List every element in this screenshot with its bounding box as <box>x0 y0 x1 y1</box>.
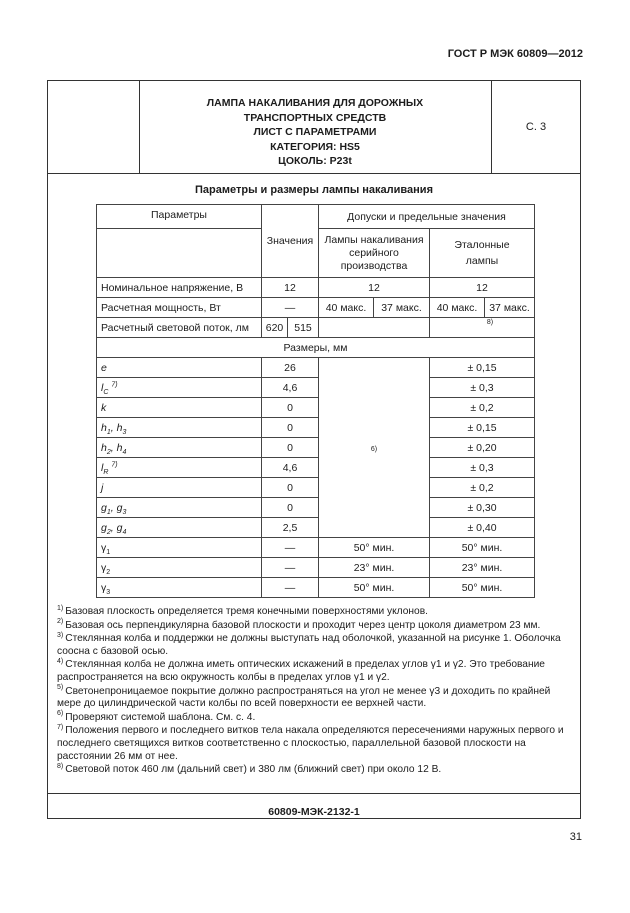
table-row <box>97 418 535 438</box>
table-section-row <box>97 338 535 358</box>
dimension-symbol <box>97 398 262 418</box>
symbol-main: l <box>101 461 104 474</box>
table-row <box>97 278 535 298</box>
symbol-main: g <box>116 521 123 534</box>
symbol-sub: R <box>103 468 109 476</box>
reference-footnote-ref: 8) <box>430 318 535 338</box>
footnote <box>57 620 577 633</box>
angle-value: — <box>262 538 319 558</box>
table-header-row <box>97 205 535 229</box>
footnote <box>57 659 577 684</box>
symbol-main: g <box>101 521 107 534</box>
serial-angle: 50° мин. <box>319 578 430 598</box>
angle-symbol <box>97 558 262 578</box>
symbol-main: h <box>101 421 107 434</box>
symbol-sub: 3 <box>122 428 127 436</box>
dimension-value: 26 <box>262 358 319 378</box>
header-params: Параметры <box>97 205 262 229</box>
dimension-symbol <box>97 458 262 478</box>
sheet-id: 60809-МЭК-2132-1 <box>268 806 360 818</box>
symbol-sub: 2 <box>106 568 111 576</box>
dimension-value: 0 <box>262 418 319 438</box>
footnote <box>57 633 577 658</box>
dimension-symbol <box>97 478 262 498</box>
serial-angle: 23° мин. <box>319 558 430 578</box>
footnote-number: 6) <box>57 710 64 718</box>
footnote-text: Световой поток 460 лм (дальний свет) и 380 лм (ближний свет) при около 12 В. <box>65 764 442 776</box>
symbol-sub: 1 <box>106 428 111 436</box>
symbol-main: h <box>116 441 123 454</box>
table-row <box>97 478 535 498</box>
symbol-sub: 3 <box>122 508 127 516</box>
symbol-main: γ <box>101 561 107 574</box>
reference-angle: 50° мин. <box>430 538 535 558</box>
reference-angle: 23° мин. <box>430 558 535 578</box>
angle-value: — <box>262 558 319 578</box>
symbol-main: γ <box>101 541 107 554</box>
parameters-table <box>96 204 535 598</box>
symbol-main: k <box>101 401 107 414</box>
symbol-main: g <box>101 501 107 514</box>
standard-designation: ГОСТ Р МЭК 60809—2012 <box>447 48 583 60</box>
table-row <box>97 498 535 518</box>
footnote-text: Проверяют системой шаблона. См. с. 4. <box>65 711 256 723</box>
table-row <box>97 518 535 538</box>
title-line: ЛАМПА НАКАЛИВАНИЯ ДЛЯ ДОРОЖНЫХ <box>206 97 424 109</box>
lamp-title <box>139 96 491 169</box>
reference-tolerance: ± 0,3 <box>430 378 535 398</box>
symbol-main: e <box>101 361 107 374</box>
dimension-value: 4,6 <box>262 378 319 398</box>
header-bottom-line <box>48 173 580 174</box>
param-value: — <box>262 298 319 318</box>
dimension-symbol: $g_1$, $g_3$ <box>97 498 262 518</box>
footnote-text: Базовая плоскость определяется тремя конечными поверхностями уклонов. <box>65 606 428 617</box>
serial-value <box>319 318 430 338</box>
serial-angle: 50° мин. <box>319 538 430 558</box>
symbol-sub: 2 <box>106 528 111 536</box>
footnote <box>57 686 577 711</box>
header-reference: Эталонные лампы <box>430 229 535 278</box>
dimension-value: 0 <box>262 498 319 518</box>
table-row <box>97 358 535 378</box>
footnote <box>57 606 577 619</box>
table-row <box>97 378 535 398</box>
symbol-main: h <box>101 441 107 454</box>
serial-value: 37 макс. <box>374 298 430 318</box>
reference-tolerance: ± 0,30 <box>430 498 535 518</box>
footnote-number: 4) <box>57 657 64 665</box>
symbol-sub: 2 <box>106 448 111 456</box>
symbol-sub: 4 <box>122 528 127 536</box>
symbol-main: l <box>101 381 104 394</box>
dimension-value: 0 <box>262 398 319 418</box>
dimension-value: 0 <box>262 478 319 498</box>
footnote-number: 8) <box>57 762 64 770</box>
footnote-text: Стеклянная колба не должна иметь оптических искажений в пределах углов γ1 и γ2. Это требование распространяется на всю окружность колбы в пределах углов γ1 и γ2. <box>57 659 545 683</box>
reference-tolerance: ± 0,20 <box>430 438 535 458</box>
table-row <box>97 318 535 338</box>
symbol-sub: 3 <box>106 588 111 596</box>
reference-value: 40 макс. <box>430 298 485 318</box>
dimension-symbol: $h_1$, $h_3$ <box>97 418 262 438</box>
title-line: ТРАНСПОРТНЫХ СРЕДСТВ <box>243 111 387 124</box>
symbol-sub: 1 <box>106 548 111 556</box>
footnote-number: 3) <box>57 631 64 639</box>
header-params-lower <box>97 229 262 278</box>
angle-symbol <box>97 538 262 558</box>
footnote-number: 2) <box>57 618 64 626</box>
reference-tolerance: ± 0,3 <box>430 458 535 478</box>
table-heading: Параметры и размеры лампы накаливания <box>195 184 433 196</box>
symbol-note-ref: 7) <box>111 461 118 468</box>
title-line: КАТЕГОРИЯ: HS5 <box>270 140 360 153</box>
reference-tolerance: ± 0,40 <box>430 518 535 538</box>
footnote-text: Положения первого и последнего витков тела накала определяются пересечениями наружных первого и последнего светящихся витков соответственно с плоскостью, параллельной базовой плоскости на расстоянии 26 мм от нее. <box>57 725 564 762</box>
reference-tolerance: ± 0,15 <box>430 418 535 438</box>
table-row <box>97 398 535 418</box>
table-row <box>97 578 535 598</box>
footnote-text: Светонепроницаемое покрытие должно распространяться на угол не менее γ3 и доходить по крайней мере до цилиндрической части колбы по всей поверхности ее верхней части. <box>57 685 551 710</box>
symbol-sub: C <box>103 388 109 396</box>
reference-value: 37 макс. <box>485 298 535 318</box>
page-number: 31 <box>569 831 582 843</box>
reference-angle: 50° мин. <box>430 578 535 598</box>
footnote-number: 7) <box>57 723 64 731</box>
sheet-number: С. 3 <box>525 121 547 133</box>
param-name: Расчетная мощность, Вт <box>97 298 262 318</box>
reference-tolerance: ± 0,2 <box>430 398 535 418</box>
symbol-main: j <box>101 481 104 494</box>
serial-dimension-ref-cell <box>319 358 430 538</box>
footnote-number: 1) <box>57 604 64 612</box>
reference-tolerance: ± 0,15 <box>430 358 535 378</box>
footnotes <box>57 606 577 778</box>
table-row <box>97 458 535 478</box>
reference-tolerance: ± 0,2 <box>430 478 535 498</box>
serial-dimension-ref: 6) <box>370 445 378 453</box>
angle-value: — <box>262 578 319 598</box>
dimension-symbol <box>97 358 262 378</box>
param-value: 12 <box>262 278 319 298</box>
angle-symbol <box>97 578 262 598</box>
sheet-frame <box>47 80 581 819</box>
param-value: 515 <box>288 318 319 338</box>
table-row <box>97 538 535 558</box>
footnote <box>57 712 577 725</box>
footer-line <box>48 793 580 794</box>
header-values: Значения <box>262 205 319 278</box>
title-line: ЛИСТ С ПАРАМЕТРАМИ <box>253 126 377 138</box>
symbol-note-ref: 7) <box>111 381 118 388</box>
dimension-symbol: $g_2$, $g_4$ <box>97 518 262 538</box>
dimension-symbol: $h_2$, $h_4$ <box>97 438 262 458</box>
footnote <box>57 764 577 777</box>
param-name: Номинальное напряжение, В <box>97 278 262 298</box>
footnote-text: Базовая ось перпендикулярна базовой плоскости и проходит через центр цоколя диаметром 23 мм. <box>65 619 541 631</box>
header-tolerances: Допуски и предельные значения <box>319 205 535 229</box>
symbol-sub: 1 <box>106 508 111 516</box>
dimensions-label: Размеры, мм <box>97 338 535 358</box>
symbol-main: h <box>116 421 123 434</box>
table-row <box>97 558 535 578</box>
dimension-symbol <box>97 378 262 398</box>
dimension-value: 2,5 <box>262 518 319 538</box>
serial-value: 40 макс. <box>319 298 374 318</box>
symbol-sub: 4 <box>122 448 127 456</box>
dimension-value: 0 <box>262 438 319 458</box>
serial-value: 12 <box>319 278 430 298</box>
footnote-number: 5) <box>57 684 64 692</box>
symbol-main: g <box>116 501 123 514</box>
table-row <box>97 438 535 458</box>
param-name: Расчетный световой поток, лм <box>97 318 262 338</box>
dimension-value: 4,6 <box>262 458 319 478</box>
title-line: ЦОКОЛЬ: P23t <box>278 155 352 167</box>
symbol-main: γ <box>101 581 107 594</box>
reference-value: 12 <box>430 278 535 298</box>
header-serial: Лампы накаливания серийного производства <box>319 229 430 278</box>
footnote-text: Стеклянная колба и поддержки не должны выступать над оболочкой, указанной на рисунке 1. Оболочка соосна с базовой осью. <box>57 633 561 657</box>
param-value: 620 <box>262 318 288 338</box>
footnote <box>57 725 577 763</box>
table-row <box>97 298 535 318</box>
